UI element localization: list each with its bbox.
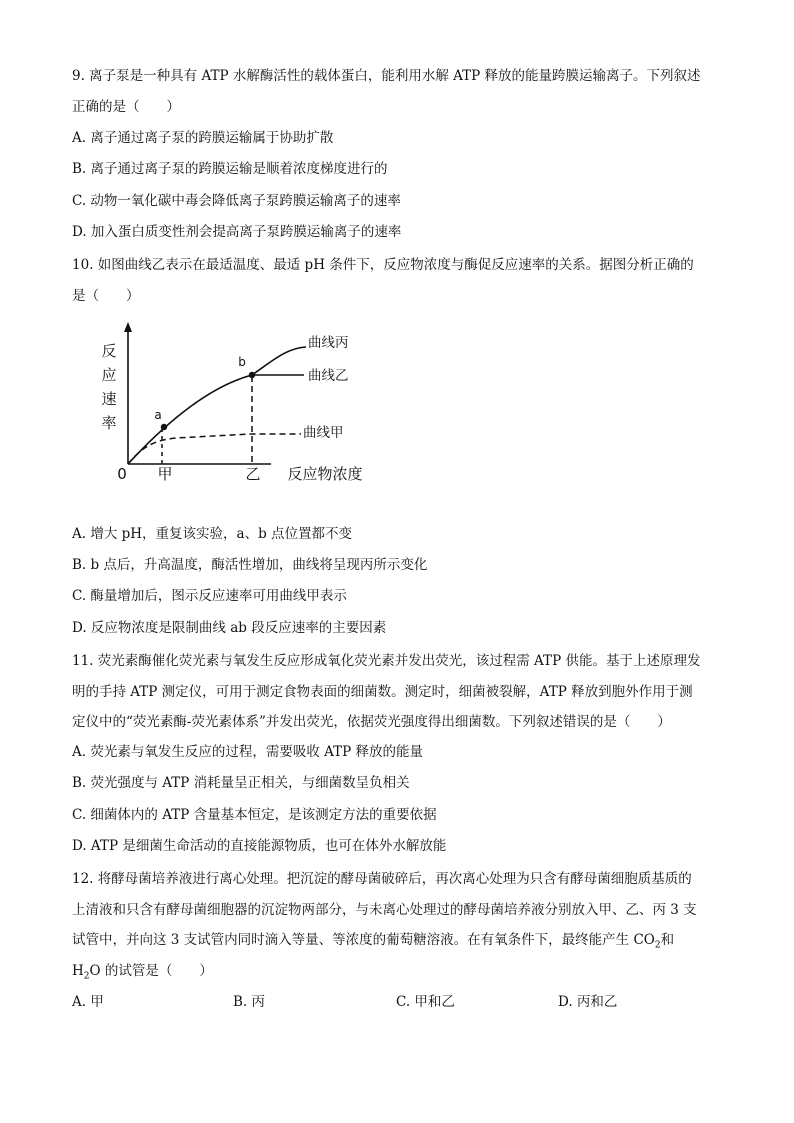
point-b — [249, 372, 255, 378]
q12-stem-line3-text: 试管中，并向这 3 支试管内同时滴入等量、等浓度的葡萄糖溶液。在有氧条件下，最终能产生 CO — [72, 932, 655, 948]
q12-stem-line4-h: H — [72, 963, 84, 979]
q12-option-b: B. 丙 — [233, 994, 266, 1010]
q9-option-c: C. 动物一氧化碳中毒会降低离子泵跨膜运输离子的速率 — [72, 193, 401, 209]
point-a — [161, 424, 167, 430]
x-tick-yi: 乙 — [245, 465, 261, 483]
q11-stem-line3: 定仪中的“荧光素酶-荧光素体系”并发出荧光，依据荧光强度得出细菌数。下列叙述错误的是（ ） — [72, 714, 671, 730]
q12-stem-line3 — [72, 931, 674, 949]
point-a-label: a — [154, 408, 162, 422]
q9-stem-line2: 正确的是（ ） — [72, 99, 180, 115]
curve-yi-label: 曲线乙 — [308, 368, 349, 384]
q11-option-a: A. 荧光素与氧发生反应的过程，需要吸收 ATP 释放的能量 — [72, 744, 424, 760]
x-axis-label: 反应物浓度 — [287, 465, 363, 483]
q12-stem-line2: 上清液和只含有酵母菌细胞器的沉淀物两部分，与未离心处理过的酵母菌培养液分别放入甲、乙、丙 3 支 — [72, 902, 697, 918]
y-label-char-4: 率 — [101, 414, 117, 432]
q11-option-b: B. 荧光强度与 ATP 消耗量呈正相关，与细菌数呈负相关 — [72, 775, 410, 791]
q12-h2o-subscript: 2 — [83, 971, 90, 982]
q10-option-c: C. 酶量增加后，图示反应速率可用曲线甲表示 — [72, 588, 347, 604]
q10-stem-line1: 10. 如图曲线乙表示在最适温度、最适 pH 条件下，反应物浓度与酶促反应速率的关系。据图分析正确的 — [72, 257, 694, 273]
q12-stem-line1: 12. 将酵母菌培养液进行离心处理。把沉淀的酵母菌破碎后，再次离心处理为只含有酵母菌细胞质基质的 — [72, 871, 692, 887]
q10-option-a: A. 增大 pH，重复该实验，a、b 点位置都不变 — [72, 526, 353, 542]
q12-option-c: C. 甲和乙 — [396, 994, 455, 1010]
curve-bing — [252, 347, 306, 375]
curve-jia-label: 曲线甲 — [303, 425, 344, 441]
q12-option-d: D. 丙和乙 — [558, 994, 618, 1010]
y-label-char-3: 速 — [101, 390, 117, 408]
y-axis-arrow — [124, 322, 132, 332]
q12-co2-subscript: 2 — [654, 940, 661, 951]
point-b-label: b — [238, 355, 246, 369]
enzyme-rate-figure — [96, 318, 386, 490]
origin-label: 0 — [117, 465, 127, 483]
y-label-char-1: 反 — [101, 342, 117, 360]
q11-stem-line2: 明的手持 ATP 测定仪，可用于测定食物表面的细菌数。测定时，细菌被裂解，ATP 释放到胞外作用于测 — [72, 684, 693, 700]
q9-stem-line1: 9. 离子泵是一种具有 ATP 水解酶活性的载体蛋白，能利用水解 ATP 释放的能量跨膜运输离子。下列叙述 — [72, 68, 701, 84]
q9-option-d: D. 加入蛋白质变性剂会提高离子泵跨膜运输离子的速率 — [72, 224, 402, 240]
q9-option-a: A. 离子通过离子泵的跨膜运输属于协助扩散 — [72, 130, 334, 146]
q11-option-c: C. 细菌体内的 ATP 含量基本恒定，是该测定方法的重要依据 — [72, 807, 437, 823]
q12-option-a: A. 甲 — [72, 994, 104, 1010]
y-label-char-2: 应 — [101, 366, 117, 384]
q10-option-b: B. b 点后，升高温度，酶活性增加，曲线将呈现丙所示变化 — [72, 557, 428, 573]
q11-option-d: D. ATP 是细菌生命活动的直接能源物质，也可在体外水解放能 — [72, 838, 447, 854]
curve-bing-label: 曲线丙 — [308, 335, 349, 351]
q9-option-b: B. 离子通过离子泵的跨膜运输是顺着浓度梯度进行的 — [72, 161, 388, 177]
q12-stem-line4 — [72, 962, 213, 980]
q12-stem-line4-text: O 的试管是（ ） — [89, 963, 213, 979]
q10-option-d: D. 反应物浓度是限制曲线 ab 段反应速率的主要因素 — [72, 620, 387, 636]
x-tick-jia: 甲 — [157, 465, 173, 483]
q10-stem-line2: 是（ ） — [72, 288, 140, 304]
q11-stem-line1: 11. 荧光素酶催化荧光素与氧发生反应形成氧化荧光素并发出荧光，该过程需 ATP 供能。基于上述原理发 — [72, 653, 701, 669]
q12-stem-line3-tail: 和 — [660, 932, 675, 948]
